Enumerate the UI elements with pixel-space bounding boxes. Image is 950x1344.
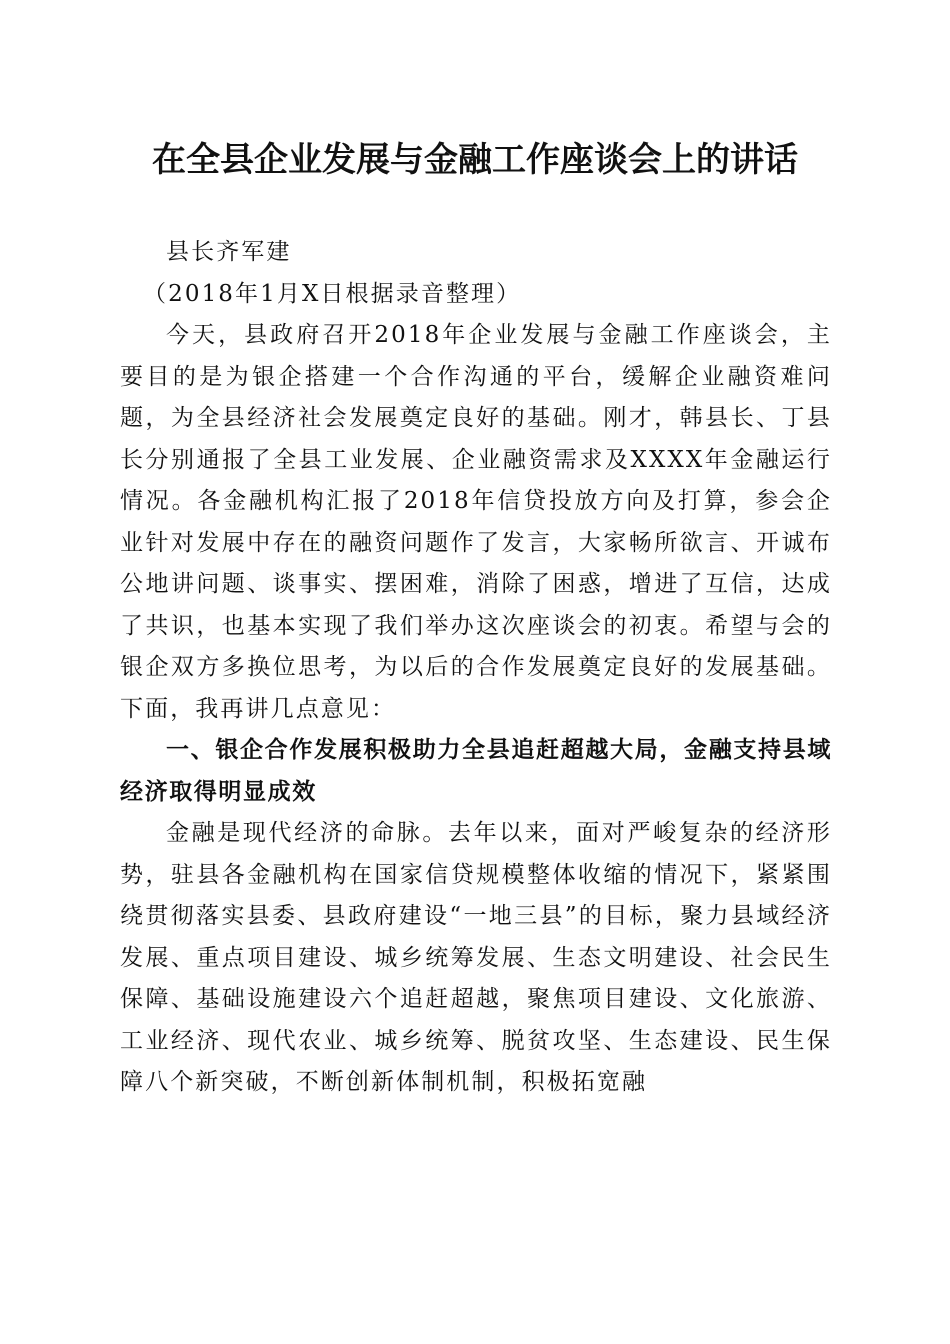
document-body <box>120 232 832 1104</box>
paragraph-finance: 金融是现代经济的命脉。去年以来，面对严峻复杂的经济形势，驻县各金融机构在国家信贷规模整体收缩的情况下，紧紧围绕贯彻落实县委、县政府建设“一地三县”的目标，聚力县域经济发展、重点项目建设、城乡统筹发展、生态文明建设、社会民生保障、基础设施建设六个追赶超越，聚焦项目建设、文化旅游、工业经济、现代农业、城乡统筹、脱贫攻坚、生态建设、民生保障八个新突破，不断创新体制机制，积极拓宽融 <box>120 820 832 1095</box>
section-heading-1: 一、银企合作发展积极助力全县追赶超越大局，金融支持县域经济取得明显成效 <box>120 737 832 805</box>
paragraph-intro: 今天，县政府召开2018年企业发展与金融工作座谈会，主要目的是为银企搭建一个合作沟通的平台，缓解企业融资难问题，为全县经济社会发展奠定良好的基础。刚才，韩县长、丁县长分别通报了全县工业发展、企业融资需求及XXXX年金融运行情况。各金融机构汇报了2018年信贷投放方向及打算，参会企业针对发展中存在的融资问题作了发言，大家畅所欲言、开诚布公地讲问题、谈事实、摆困难，消除了困惑，增进了互信，达成了共识，也基本实现了我们举办这次座谈会的初衷。希望与会的银企双方多换位思考，为以后的合作发展奠定良好的发展基础。下面，我再讲几点意见： <box>120 322 832 722</box>
document-title: 在全县企业发展与金融工作座谈会上的讲话 <box>152 140 798 180</box>
author-line: 县长齐军建 <box>166 239 292 265</box>
date-note: （2018年1月X日根据录音整理） <box>143 280 522 307</box>
